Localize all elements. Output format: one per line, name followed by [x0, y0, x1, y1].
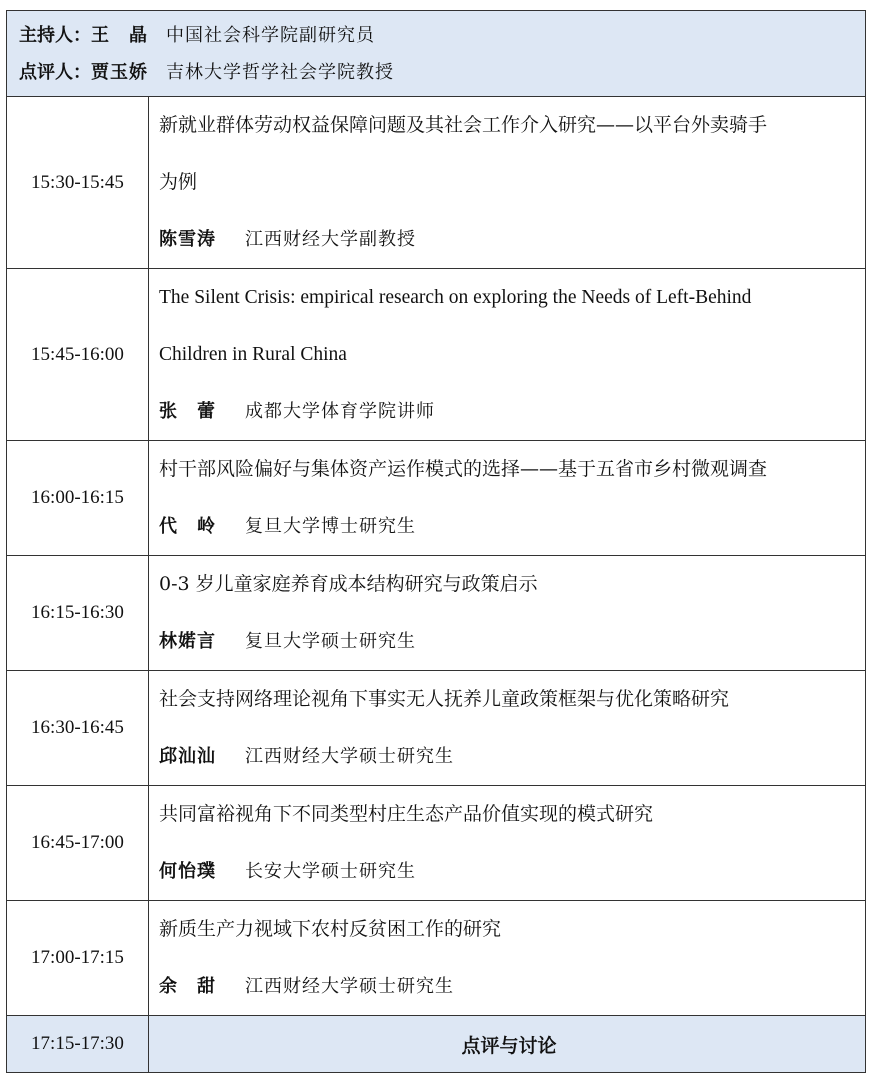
session-header: [7, 11, 865, 97]
discussant-line: [19, 54, 865, 91]
closing-row: [7, 1016, 865, 1073]
paper-title-line: 村干部风险偏好与集体资产运作模式的选择——基于五省市乡村微观调查: [159, 458, 768, 480]
session-content: [149, 901, 866, 1016]
closing-content: [149, 1016, 866, 1073]
table-row: [7, 786, 865, 901]
speaker-affiliation: 复旦大学硕士研究生: [245, 631, 416, 652]
host-affiliation: 中国社会科学院副研究员: [166, 25, 375, 46]
speaker-line: [159, 613, 859, 670]
speaker-affiliation: 江西财经大学硕士研究生: [245, 976, 454, 997]
speaker-line: [159, 843, 859, 900]
speaker-name: 张 蕾: [159, 401, 216, 422]
discussant-affiliation: 吉林大学哲学社会学院教授: [166, 62, 394, 83]
session-content: [149, 786, 866, 901]
discussant-label: 点评人：: [19, 62, 91, 83]
paper-title-line: The Silent Crisis: empirical research on exploring the Needs of Left-Behind: [159, 287, 752, 308]
paper-title-line: 共同富裕视角下不同类型村庄生态产品价值实现的模式研究: [159, 803, 654, 825]
session-content: [149, 671, 866, 786]
paper-title-line: 0-3 岁儿童家庭养育成本结构研究与政策启示: [159, 573, 538, 595]
time-slot: 17:00-17:15: [7, 901, 149, 1016]
speaker-affiliation: 复旦大学博士研究生: [245, 516, 416, 537]
speaker-affiliation: 江西财经大学硕士研究生: [245, 746, 454, 767]
time-slot: 15:30-15:45: [7, 97, 149, 269]
time-slot: 15:45-16:00: [7, 269, 149, 441]
session-content: [149, 441, 866, 556]
host-label: 主持人：: [19, 25, 91, 46]
closing-label: 点评与讨论: [461, 1034, 557, 1057]
session-content: [149, 97, 866, 269]
session-content: [149, 269, 866, 441]
speaker-name: 邱汕汕: [159, 746, 216, 767]
paper-title-line: 新就业群体劳动权益保障问题及其社会工作介入研究——以平台外卖骑手: [159, 114, 768, 136]
speaker-line: [159, 728, 859, 785]
speaker-line: [159, 211, 859, 268]
speaker-affiliation: 成都大学体育学院讲师: [245, 401, 435, 422]
table-row: [7, 441, 865, 556]
speaker-line: [159, 383, 859, 440]
time-slot: 16:15-16:30: [7, 556, 149, 671]
table-row: [7, 97, 865, 269]
speaker-line: [159, 958, 859, 1015]
speaker-name: 陈雪涛: [159, 229, 216, 250]
speaker-name: 何怡璞: [159, 861, 216, 882]
paper-title-line: 新质生产力视域下农村反贫困工作的研究: [159, 918, 502, 940]
table-row: [7, 269, 865, 441]
table-row: [7, 671, 865, 786]
time-slot: 16:00-16:15: [7, 441, 149, 556]
host-name: 王 晶: [91, 25, 148, 46]
table-row: [7, 901, 865, 1016]
speaker-affiliation: 江西财经大学副教授: [245, 229, 416, 250]
schedule-table: [7, 97, 865, 1072]
session-content: [149, 556, 866, 671]
speaker-name: 余 甜: [159, 976, 216, 997]
schedule-sheet: [6, 10, 866, 1073]
speaker-name: 代 岭: [159, 516, 216, 537]
speaker-affiliation: 长安大学硕士研究生: [245, 861, 416, 882]
paper-title-line: 为例: [159, 171, 198, 193]
discussant-name: 贾玉娇: [91, 62, 148, 83]
paper-title-line: 社会支持网络理论视角下事实无人抚养儿童政策框架与优化策略研究: [159, 688, 730, 710]
time-slot: 16:45-17:00: [7, 786, 149, 901]
speaker-name: 林婼言: [159, 631, 216, 652]
time-slot: 17:15-17:30: [7, 1016, 149, 1073]
paper-title-line: Children in Rural China: [159, 344, 347, 365]
speaker-line: [159, 498, 859, 555]
host-line: [19, 17, 865, 54]
time-slot: 16:30-16:45: [7, 671, 149, 786]
table-row: [7, 556, 865, 671]
